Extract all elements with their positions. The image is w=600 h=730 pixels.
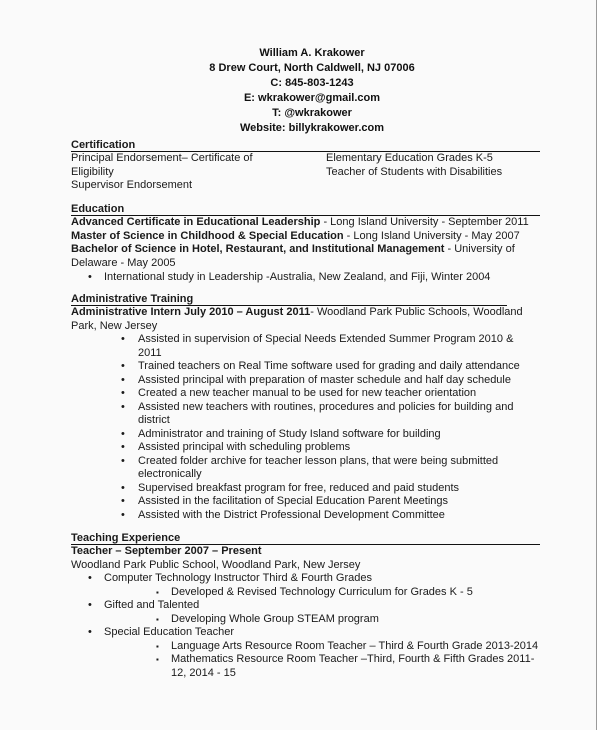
twitter-handle: T: @wkrakower xyxy=(272,107,352,119)
bullet-icon: • xyxy=(121,387,125,399)
degree: Master of Science in Childhood & Special Education xyxy=(71,229,344,242)
bullet-icon: • xyxy=(88,572,92,584)
job-org: - Woodland Park Public Schools, Woodland Park, New Jersey xyxy=(71,306,523,332)
list-item: • Assisted in supervision of Special Needs Extended Summer Program 2010 & 2011 xyxy=(121,333,514,359)
certification-right xyxy=(326,152,502,179)
list-item: • Supervised breakfast program for free, reduced and paid students xyxy=(121,481,460,494)
degree-detail: - Long Island University - May 2007 xyxy=(343,229,520,242)
list-item: • Assisted principal with preparation of master schedule and half day schedule xyxy=(121,373,511,386)
applicant-name: William A. Krakower xyxy=(259,47,365,59)
certification-item: Supervisor Endorsement xyxy=(71,179,193,191)
sub-list-item: ▪ Developed & Revised Technology Curriculum for Grades K - 5 xyxy=(156,585,473,598)
degree: Advanced Certificate in Educational Leadership xyxy=(71,216,321,228)
education-bullets xyxy=(71,271,540,285)
bullet-icon: • xyxy=(88,599,92,611)
certification-item: Elementary Education Grades K-5 xyxy=(326,152,493,164)
bullet-icon: • xyxy=(121,400,125,413)
list-item: • Assisted with the District Professional Development Committee xyxy=(121,508,445,521)
bullet-icon: • xyxy=(121,441,125,453)
education-section xyxy=(71,203,540,285)
section-title: Education xyxy=(71,203,540,216)
website: Website: billykrakower.com xyxy=(239,122,385,134)
sub-list-item: ▪ Language Arts Resource Room Teacher – Third & Fourth Grade 2013-2014 xyxy=(156,639,539,652)
phone: C: 845-803-1243 xyxy=(270,77,354,89)
teaching-groups xyxy=(88,572,540,680)
square-bullet-icon: ▪ xyxy=(156,655,159,664)
certification-item: Teacher of Students with Disabilities xyxy=(326,165,503,178)
bullet-icon: • xyxy=(88,626,92,638)
certification-section xyxy=(71,139,540,194)
bullet-icon: • xyxy=(121,360,125,372)
admin-training-section xyxy=(71,293,540,522)
section-title: Certification xyxy=(71,139,540,152)
square-bullet-icon: ▪ xyxy=(156,641,159,651)
list-item: • Assisted principal with scheduling problems xyxy=(121,441,351,453)
job-role: Teacher – September 2007 – Present xyxy=(71,545,262,557)
degree-detail: - University of Delaware - May 2005 xyxy=(71,243,515,269)
bullet-icon: • xyxy=(121,495,125,507)
bullet-icon: • xyxy=(88,271,92,283)
square-bullet-icon: ▪ xyxy=(156,587,159,597)
list-item: • Assisted in the facilitation of Special Education Parent Meetings xyxy=(121,495,449,507)
section-title: Administrative Training xyxy=(71,293,507,306)
bullet-icon: • xyxy=(121,333,125,345)
list-item: • Created folder archive for teacher lesson plans, that were being submitted electronically xyxy=(121,454,499,480)
teaching-section xyxy=(71,532,540,680)
list-item: • Created a new teacher manual to be used for new teacher orientation xyxy=(121,387,477,399)
contact-header xyxy=(0,46,600,136)
bullet-icon: • xyxy=(121,481,125,494)
address: 8 Drew Court, North Caldwell, NJ 07006 xyxy=(209,62,415,74)
list-item: • Administrator and training of Study Island software for building xyxy=(121,427,441,440)
sub-list-item: ▪ Developing Whole Group STEAM program xyxy=(156,612,379,625)
bullet-icon: • xyxy=(121,508,125,521)
bullet-icon: • xyxy=(121,427,125,440)
certification-item: Eligibility xyxy=(71,165,114,178)
certification-grid xyxy=(71,152,540,194)
list-item: • Trained teachers on Real Time software used for grading and daily attendance xyxy=(121,360,520,372)
education-entry xyxy=(71,243,526,270)
list-item: • Special Education Teacher xyxy=(88,626,235,638)
education-entry xyxy=(71,230,540,244)
email: E: wkrakower@gmail.com xyxy=(243,92,381,104)
job-role: Administrative Intern July 2010 – August 2011 xyxy=(71,306,311,318)
job-heading xyxy=(71,306,533,333)
square-bullet-icon: ▪ xyxy=(156,614,159,624)
bullet-icon: • xyxy=(121,454,125,467)
job-org: Woodland Park Public School, Woodland Park, New Jersey xyxy=(71,558,361,571)
admin-bullets xyxy=(121,333,528,522)
certification-left xyxy=(71,152,253,193)
list-item: • International study in Leadership -Australia, New Zealand, and Fiji, Winter 2004 xyxy=(88,271,491,283)
list-item: • Assisted new teachers with routines, procedures and policies for building and district xyxy=(121,400,514,426)
degree: Bachelor of Science in Hotel, Restaurant, and Institutional Management xyxy=(71,243,445,255)
certification-item: Principal Endorsement– Certificate of xyxy=(71,152,253,164)
list-item: • Computer Technology Instructor Third & Fourth Grades xyxy=(88,572,372,584)
bullet-icon: • xyxy=(121,373,125,386)
education-entry xyxy=(71,216,540,230)
sub-list-item: ▪ Mathematics Resource Room Teacher –Third, Fourth & Fifth Grades 2011-12, 2014 - 15 xyxy=(156,653,535,679)
degree-detail: - Long Island University - September 2011 xyxy=(320,216,529,228)
list-item: • Gifted and Talented xyxy=(88,599,200,611)
section-title: Teaching Experience xyxy=(71,532,540,545)
